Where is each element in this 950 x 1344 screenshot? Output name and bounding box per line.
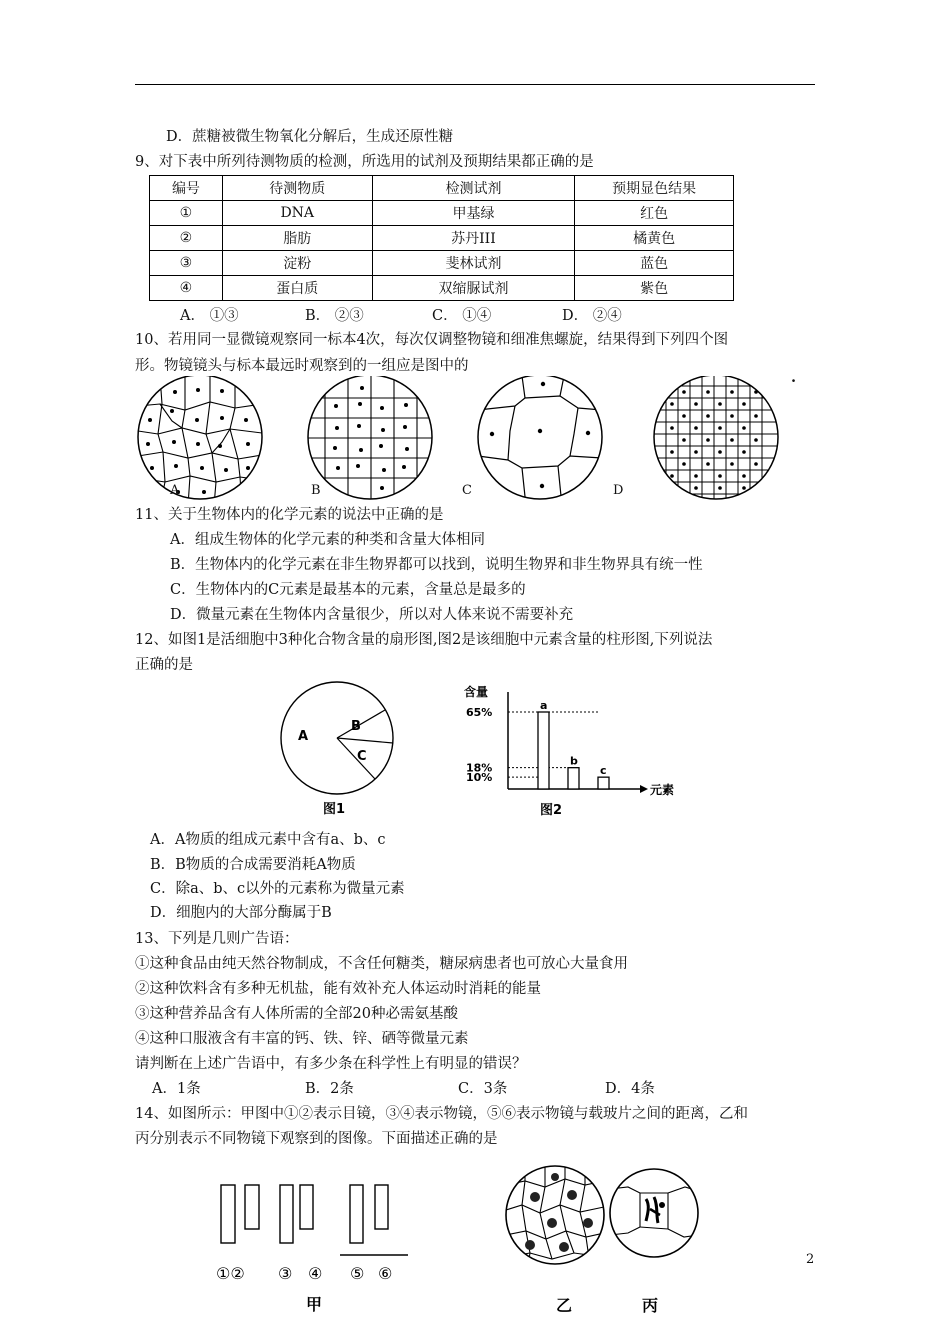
pie-label-c: C — [357, 749, 367, 764]
pie-label-b: B — [351, 719, 361, 734]
q10-label-b: B — [311, 483, 321, 498]
q11-option-c: C．生物体内的C元素是最基本的元素，含量总是最多的 — [170, 582, 526, 598]
q10-label-c: C — [462, 483, 472, 498]
field-c-outline — [478, 376, 602, 499]
field-c-nuclei — [490, 382, 590, 488]
q12-fig1-pie — [260, 680, 420, 820]
table-cell: 紫色 — [575, 276, 734, 301]
q9-option-b: B． ②③ — [305, 308, 364, 324]
bar-label-b: b — [570, 754, 578, 768]
table-cell: ① — [150, 201, 223, 226]
q12-fig2-bar-chart — [462, 684, 692, 820]
fig2-caption: 图2 — [540, 803, 563, 818]
field-bing-outline — [610, 1169, 698, 1257]
q11-stem: 11、关于生物体内的化学元素的说法中正确的是 — [135, 507, 444, 523]
table-header-row — [150, 176, 734, 201]
q13-item-2: ②这种饮料含有多种无机盐，能有效补充人体运动时消耗的能量 — [135, 981, 541, 997]
label-4: ④ — [308, 1264, 323, 1283]
table-row — [150, 226, 734, 251]
q12-option-a: A．A物质的组成元素中含有a、b、c — [150, 832, 386, 848]
table-cell: 淀粉 — [222, 251, 372, 276]
field-bing-chromosomes — [646, 1197, 665, 1223]
field-d-outline — [654, 376, 778, 499]
q9-option-d: D． ②④ — [562, 308, 622, 324]
table-cell: 斐林试剂 — [372, 251, 575, 276]
y-tick-label: 65% — [466, 706, 493, 719]
q14-lens-figure-jia — [210, 1175, 420, 1315]
label-5: ⑤ — [350, 1264, 365, 1283]
table-header-cell: 检测试剂 — [372, 176, 575, 201]
table-row — [150, 201, 734, 226]
table-cell: 红色 — [575, 201, 734, 226]
q12-option-b: B．B物质的合成需要消耗A物质 — [150, 857, 356, 873]
label-6: ⑥ — [378, 1264, 393, 1283]
bar-a — [538, 712, 549, 789]
header-rule — [135, 84, 815, 85]
q12-option-c: C．除a、b、c以外的元素称为微量元素 — [150, 881, 405, 897]
stray-dot-mark: · — [791, 373, 797, 390]
q14-stem-line1: 14、如图所示：甲图中①②表示目镜，③④表示物镜，⑤⑥表示物镜与载玻片之间的距离，乙和 — [135, 1106, 748, 1122]
q9-option-a: A． ①③ — [180, 308, 239, 324]
table-row — [150, 251, 734, 276]
q10-label-d: D — [613, 483, 624, 498]
field-d-cells — [654, 376, 778, 506]
pie-slice-border — [337, 710, 385, 738]
caption-jia: 甲 — [306, 1295, 323, 1314]
chart-ylabel: 含量 — [464, 685, 489, 699]
objective-4 — [300, 1185, 313, 1229]
q13-option-b: B．2条 — [305, 1081, 354, 1097]
table-cell: DNA — [222, 201, 372, 226]
q13-option-d: D．4条 — [605, 1081, 655, 1097]
table-row — [150, 276, 734, 301]
page-number: 2 — [806, 1252, 815, 1267]
caption-yi: 乙 — [556, 1296, 573, 1315]
objective-6 — [375, 1185, 388, 1229]
q9-table — [149, 175, 734, 301]
q12-stem-line2: 正确的是 — [135, 657, 193, 673]
q13-stem: 13、下列是几则广告语： — [135, 931, 299, 947]
q13-question: 请判断在上述广告语中，有多少条在科学性上有明显的错误？ — [135, 1056, 527, 1072]
q10-label-a: A — [170, 483, 180, 498]
pie-slice-border — [337, 738, 393, 743]
bar-b — [568, 768, 579, 789]
table-cell: 蛋白质 — [222, 276, 372, 301]
pie-label-a: A — [298, 729, 309, 744]
eyepiece-2 — [245, 1185, 259, 1229]
q12-option-d: D．细胞内的大部分酶属于B — [150, 905, 332, 921]
chart-xlabel: 元素 — [650, 783, 675, 797]
q11-option-b: B．生物体内的化学元素在非生物界都可以找到，说明生物界和非生物界具有统一性 — [170, 557, 703, 573]
q13-item-4: ④这种口服液含有丰富的钙、铁、锌、硒等微量元素 — [135, 1031, 469, 1047]
q9-option-c: C． ①④ — [432, 308, 492, 324]
field-b-cells — [308, 376, 432, 506]
table-cell: 双缩脲试剂 — [372, 276, 575, 301]
eyepiece-1 — [221, 1185, 235, 1243]
bar-label-a: a — [540, 699, 548, 712]
q13-option-a: A．1条 — [152, 1081, 201, 1097]
q8-option-d: D．蔗糖被微生物氧化分解后，生成还原性糖 — [166, 129, 454, 145]
y-tick-label: 18% — [466, 761, 493, 775]
table-cell: ② — [150, 226, 223, 251]
q10-stem-line2: 形。物镜镜头与标本最远时观察到的一组应是图中的 — [135, 358, 469, 374]
table-cell: 脂肪 — [222, 226, 372, 251]
q9-stem: 9、对下表中所列待测物质的检测，所选用的试剂及预期结果都正确的是 — [135, 154, 594, 170]
q14-fields-yi-bing — [500, 1165, 710, 1315]
fig1-caption: 图1 — [323, 802, 346, 817]
table-cell: ③ — [150, 251, 223, 276]
label-1-2: ①② — [216, 1264, 245, 1283]
table-header-cell: 预期显色结果 — [575, 176, 734, 201]
q10-stem-line1: 10、若用同一显微镜观察同一标本4次，每次仅调整物镜和细准焦螺旋，结果得到下列四个图 — [135, 332, 729, 348]
table-header-cell: 编号 — [150, 176, 223, 201]
q14-stem-line2: 丙分别表示不同物镜下观察到的图像。下面描述正确的是 — [135, 1131, 498, 1147]
q13-option-c: C．3条 — [458, 1081, 508, 1097]
y-tick-label: 10% — [466, 771, 493, 785]
table-cell: 蓝色 — [575, 251, 734, 276]
q13-item-3: ③这种营养品含有人体所需的全部20种必需氨基酸 — [135, 1006, 458, 1022]
pie-slice-border — [337, 738, 375, 779]
q12-stem-line1: 12、如图1是活细胞中3种化合物含量的扇形图,图2是该细胞中元素含量的柱形图,下列说法 — [135, 632, 713, 648]
table-cell: 苏丹III — [372, 226, 575, 251]
table-cell: ④ — [150, 276, 223, 301]
objective-5 — [350, 1185, 363, 1243]
table-cell: 橘黄色 — [575, 226, 734, 251]
label-3: ③ — [278, 1264, 293, 1283]
q11-option-a: A．组成生物体的化学元素的种类和含量大体相同 — [170, 532, 485, 548]
table-cell: 甲基绿 — [372, 201, 575, 226]
objective-3 — [280, 1185, 293, 1243]
field-a-outline — [138, 376, 262, 499]
field-a-cells — [138, 376, 262, 506]
table-header-cell: 待测物质 — [222, 176, 372, 201]
q13-item-1: ①这种食品由纯天然谷物制成，不含任何糖类，糖尿病患者也可放心大量食用 — [135, 956, 628, 972]
q11-option-d: D．微量元素在生物体内含量很少，所以对人体来说不需要补充 — [170, 607, 574, 623]
bar-c — [598, 777, 609, 789]
x-axis-arrow — [640, 785, 648, 793]
bar-label-c: c — [600, 764, 607, 778]
caption-bing: 丙 — [642, 1296, 659, 1315]
